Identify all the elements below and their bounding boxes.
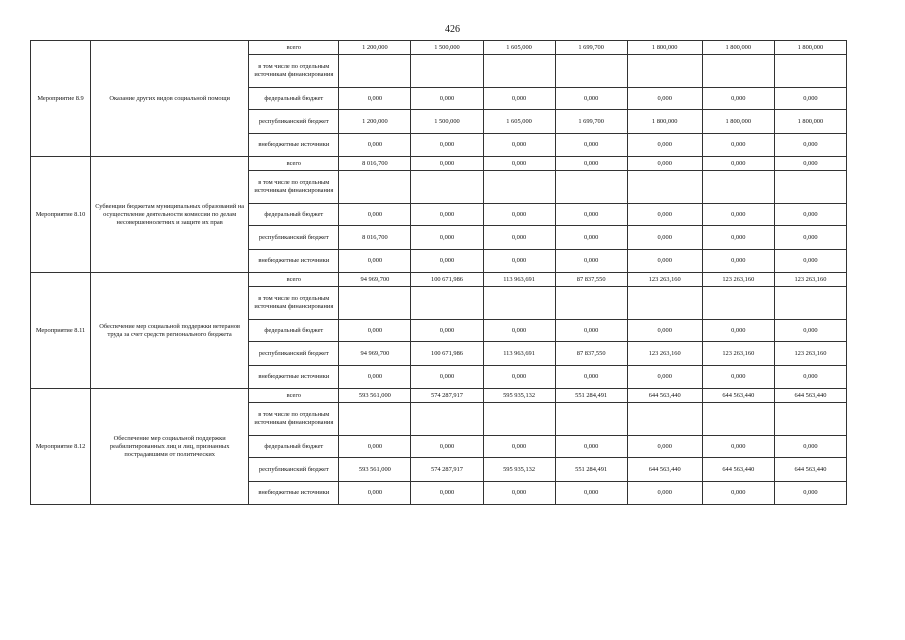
amount-cell: 0,000 bbox=[339, 320, 411, 342]
page-number: 426 bbox=[445, 24, 460, 35]
amount-cell: 0,000 bbox=[774, 226, 846, 250]
amount-cell: 0,000 bbox=[627, 436, 702, 458]
amount-cell: 0,000 bbox=[483, 250, 555, 273]
amount-cell: 123 263,160 bbox=[627, 273, 702, 287]
amount-cell bbox=[339, 403, 411, 436]
amount-cell: 0,000 bbox=[555, 366, 627, 389]
amount-cell bbox=[702, 55, 774, 88]
amount-cell bbox=[774, 287, 846, 320]
amount-cell: 113 963,691 bbox=[483, 342, 555, 366]
amount-cell: 0,000 bbox=[702, 436, 774, 458]
table-row bbox=[31, 273, 847, 287]
amount-cell: 100 671,986 bbox=[411, 273, 483, 287]
amount-cell bbox=[702, 171, 774, 204]
amount-cell: 0,000 bbox=[339, 366, 411, 389]
amount-cell: 0,000 bbox=[339, 204, 411, 226]
amount-cell: 0,000 bbox=[339, 134, 411, 157]
measure-name: Обеспечение мер социальной поддержки ветеранов труда за счет средств регионального бюджета bbox=[91, 273, 249, 389]
amount-cell: 644 563,440 bbox=[774, 458, 846, 482]
amount-cell: 1 800,000 bbox=[627, 41, 702, 55]
amount-cell: 0,000 bbox=[774, 157, 846, 171]
amount-cell: 644 563,440 bbox=[702, 389, 774, 403]
amount-cell: 644 563,440 bbox=[627, 458, 702, 482]
funding-source: республиканский бюджет bbox=[249, 110, 339, 134]
funding-source: федеральный бюджет bbox=[249, 320, 339, 342]
amount-cell: 1 800,000 bbox=[702, 110, 774, 134]
amount-cell: 123 263,160 bbox=[627, 342, 702, 366]
amount-cell: 0,000 bbox=[774, 250, 846, 273]
amount-cell: 8 016,700 bbox=[339, 157, 411, 171]
amount-cell: 113 963,691 bbox=[483, 273, 555, 287]
amount-cell bbox=[483, 287, 555, 320]
funding-source: всего bbox=[249, 389, 339, 403]
amount-cell: 0,000 bbox=[702, 320, 774, 342]
amount-cell: 0,000 bbox=[339, 482, 411, 505]
amount-cell: 123 263,160 bbox=[774, 273, 846, 287]
amount-cell: 644 563,440 bbox=[774, 389, 846, 403]
amount-cell bbox=[627, 171, 702, 204]
amount-cell: 1 699,700 bbox=[555, 41, 627, 55]
amount-cell: 123 263,160 bbox=[702, 342, 774, 366]
amount-cell: 0,000 bbox=[702, 88, 774, 110]
amount-cell: 1 605,000 bbox=[483, 41, 555, 55]
amount-cell: 644 563,440 bbox=[702, 458, 774, 482]
amount-cell bbox=[627, 403, 702, 436]
funding-source: федеральный бюджет bbox=[249, 204, 339, 226]
amount-cell: 0,000 bbox=[483, 88, 555, 110]
funding-source: всего bbox=[249, 157, 339, 171]
amount-cell: 87 837,550 bbox=[555, 273, 627, 287]
amount-cell: 0,000 bbox=[702, 204, 774, 226]
budget-table bbox=[30, 40, 847, 505]
amount-cell bbox=[339, 55, 411, 88]
measure-code: Мероприятие 8.11 bbox=[31, 273, 91, 389]
amount-cell: 0,000 bbox=[555, 320, 627, 342]
measure-code: Мероприятие 8.10 bbox=[31, 157, 91, 273]
amount-cell: 0,000 bbox=[627, 320, 702, 342]
amount-cell bbox=[483, 171, 555, 204]
amount-cell bbox=[774, 171, 846, 204]
amount-cell bbox=[411, 55, 483, 88]
amount-cell: 1 500,000 bbox=[411, 41, 483, 55]
amount-cell bbox=[627, 55, 702, 88]
amount-cell bbox=[555, 287, 627, 320]
amount-cell: 94 969,700 bbox=[339, 273, 411, 287]
amount-cell bbox=[627, 287, 702, 320]
amount-cell: 0,000 bbox=[411, 157, 483, 171]
funding-source: федеральный бюджет bbox=[249, 88, 339, 110]
table-row bbox=[31, 389, 847, 403]
funding-source: республиканский бюджет bbox=[249, 342, 339, 366]
amount-cell: 0,000 bbox=[774, 366, 846, 389]
amount-cell: 0,000 bbox=[774, 88, 846, 110]
amount-cell: 0,000 bbox=[702, 366, 774, 389]
amount-cell: 0,000 bbox=[702, 226, 774, 250]
amount-cell: 593 561,000 bbox=[339, 389, 411, 403]
amount-cell: 0,000 bbox=[483, 226, 555, 250]
amount-cell: 0,000 bbox=[555, 204, 627, 226]
funding-source: республиканский бюджет bbox=[249, 226, 339, 250]
funding-source: федеральный бюджет bbox=[249, 436, 339, 458]
funding-source: внебюджетные источники bbox=[249, 134, 339, 157]
amount-cell bbox=[411, 171, 483, 204]
amount-cell: 1 800,000 bbox=[774, 41, 846, 55]
amount-cell: 0,000 bbox=[627, 482, 702, 505]
amount-cell: 0,000 bbox=[627, 366, 702, 389]
amount-cell: 574 287,917 bbox=[411, 389, 483, 403]
amount-cell: 551 284,491 bbox=[555, 389, 627, 403]
amount-cell: 0,000 bbox=[627, 157, 702, 171]
amount-cell: 0,000 bbox=[702, 134, 774, 157]
amount-cell: 0,000 bbox=[483, 482, 555, 505]
amount-cell bbox=[483, 403, 555, 436]
budget-table-body bbox=[31, 41, 847, 505]
amount-cell: 0,000 bbox=[627, 134, 702, 157]
amount-cell bbox=[339, 171, 411, 204]
amount-cell: 0,000 bbox=[702, 482, 774, 505]
amount-cell: 0,000 bbox=[555, 226, 627, 250]
amount-cell: 0,000 bbox=[411, 482, 483, 505]
amount-cell bbox=[339, 287, 411, 320]
amount-cell bbox=[702, 403, 774, 436]
amount-cell: 595 935,132 bbox=[483, 389, 555, 403]
funding-source: в том числе по отдельным источникам финансирования bbox=[249, 171, 339, 204]
amount-cell: 0,000 bbox=[627, 88, 702, 110]
amount-cell: 595 935,132 bbox=[483, 458, 555, 482]
amount-cell: 0,000 bbox=[411, 134, 483, 157]
amount-cell: 0,000 bbox=[627, 226, 702, 250]
amount-cell bbox=[555, 55, 627, 88]
funding-source: в том числе по отдельным источникам финансирования bbox=[249, 287, 339, 320]
measure-name: Оказание других видов социальной помощи bbox=[91, 41, 249, 157]
amount-cell: 574 287,917 bbox=[411, 458, 483, 482]
amount-cell: 1 800,000 bbox=[774, 110, 846, 134]
amount-cell: 94 969,700 bbox=[339, 342, 411, 366]
amount-cell: 0,000 bbox=[702, 157, 774, 171]
amount-cell bbox=[411, 403, 483, 436]
amount-cell: 593 561,000 bbox=[339, 458, 411, 482]
table-row bbox=[31, 41, 847, 55]
amount-cell: 0,000 bbox=[411, 436, 483, 458]
amount-cell: 0,000 bbox=[411, 320, 483, 342]
amount-cell: 0,000 bbox=[411, 226, 483, 250]
amount-cell: 0,000 bbox=[555, 250, 627, 273]
amount-cell: 0,000 bbox=[411, 204, 483, 226]
funding-source: внебюджетные источники bbox=[249, 366, 339, 389]
amount-cell: 0,000 bbox=[411, 366, 483, 389]
amount-cell: 0,000 bbox=[774, 482, 846, 505]
amount-cell: 0,000 bbox=[555, 134, 627, 157]
amount-cell: 1 200,000 bbox=[339, 41, 411, 55]
amount-cell bbox=[774, 55, 846, 88]
amount-cell: 0,000 bbox=[774, 134, 846, 157]
amount-cell: 0,000 bbox=[702, 250, 774, 273]
amount-cell: 0,000 bbox=[555, 482, 627, 505]
amount-cell: 123 263,160 bbox=[774, 342, 846, 366]
amount-cell: 0,000 bbox=[774, 204, 846, 226]
amount-cell: 1 200,000 bbox=[339, 110, 411, 134]
amount-cell bbox=[483, 55, 555, 88]
measure-code: Мероприятие 8.9 bbox=[31, 41, 91, 157]
funding-source: всего bbox=[249, 41, 339, 55]
amount-cell: 123 263,160 bbox=[702, 273, 774, 287]
funding-source: внебюджетные источники bbox=[249, 250, 339, 273]
amount-cell: 0,000 bbox=[774, 320, 846, 342]
measure-name: Обеспечение мер социальной поддержки реабилитированных лиц и лиц, признанных пострадавшими от политических bbox=[91, 389, 249, 505]
amount-cell: 8 016,700 bbox=[339, 226, 411, 250]
amount-cell: 0,000 bbox=[339, 88, 411, 110]
funding-source: всего bbox=[249, 273, 339, 287]
measure-code: Мероприятие 8.12 bbox=[31, 389, 91, 505]
amount-cell bbox=[555, 171, 627, 204]
measure-name: Субвенции бюджетам муниципальных образований на осуществление деятельности комиссии по делам несовершеннолетних и защите их прав bbox=[91, 157, 249, 273]
amount-cell: 0,000 bbox=[627, 250, 702, 273]
amount-cell: 0,000 bbox=[627, 204, 702, 226]
table-row bbox=[31, 157, 847, 171]
amount-cell: 1 800,000 bbox=[702, 41, 774, 55]
amount-cell: 0,000 bbox=[483, 436, 555, 458]
funding-source: республиканский бюджет bbox=[249, 458, 339, 482]
funding-source: в том числе по отдельным источникам финансирования bbox=[249, 55, 339, 88]
amount-cell: 1 800,000 bbox=[627, 110, 702, 134]
amount-cell: 0,000 bbox=[483, 204, 555, 226]
amount-cell: 100 671,986 bbox=[411, 342, 483, 366]
amount-cell: 0,000 bbox=[555, 436, 627, 458]
amount-cell: 0,000 bbox=[774, 436, 846, 458]
amount-cell: 0,000 bbox=[555, 88, 627, 110]
amount-cell bbox=[774, 403, 846, 436]
amount-cell: 1 699,700 bbox=[555, 110, 627, 134]
amount-cell: 644 563,440 bbox=[627, 389, 702, 403]
amount-cell: 551 284,491 bbox=[555, 458, 627, 482]
amount-cell: 0,000 bbox=[339, 250, 411, 273]
amount-cell bbox=[411, 287, 483, 320]
amount-cell: 0,000 bbox=[483, 134, 555, 157]
amount-cell: 0,000 bbox=[555, 157, 627, 171]
amount-cell: 1 500,000 bbox=[411, 110, 483, 134]
amount-cell: 0,000 bbox=[483, 320, 555, 342]
funding-source: внебюджетные источники bbox=[249, 482, 339, 505]
amount-cell: 0,000 bbox=[411, 88, 483, 110]
amount-cell: 0,000 bbox=[339, 436, 411, 458]
amount-cell: 1 605,000 bbox=[483, 110, 555, 134]
amount-cell: 0,000 bbox=[411, 250, 483, 273]
amount-cell: 0,000 bbox=[483, 157, 555, 171]
funding-source: в том числе по отдельным источникам финансирования bbox=[249, 403, 339, 436]
amount-cell: 0,000 bbox=[483, 366, 555, 389]
amount-cell bbox=[702, 287, 774, 320]
amount-cell: 87 837,550 bbox=[555, 342, 627, 366]
amount-cell bbox=[555, 403, 627, 436]
